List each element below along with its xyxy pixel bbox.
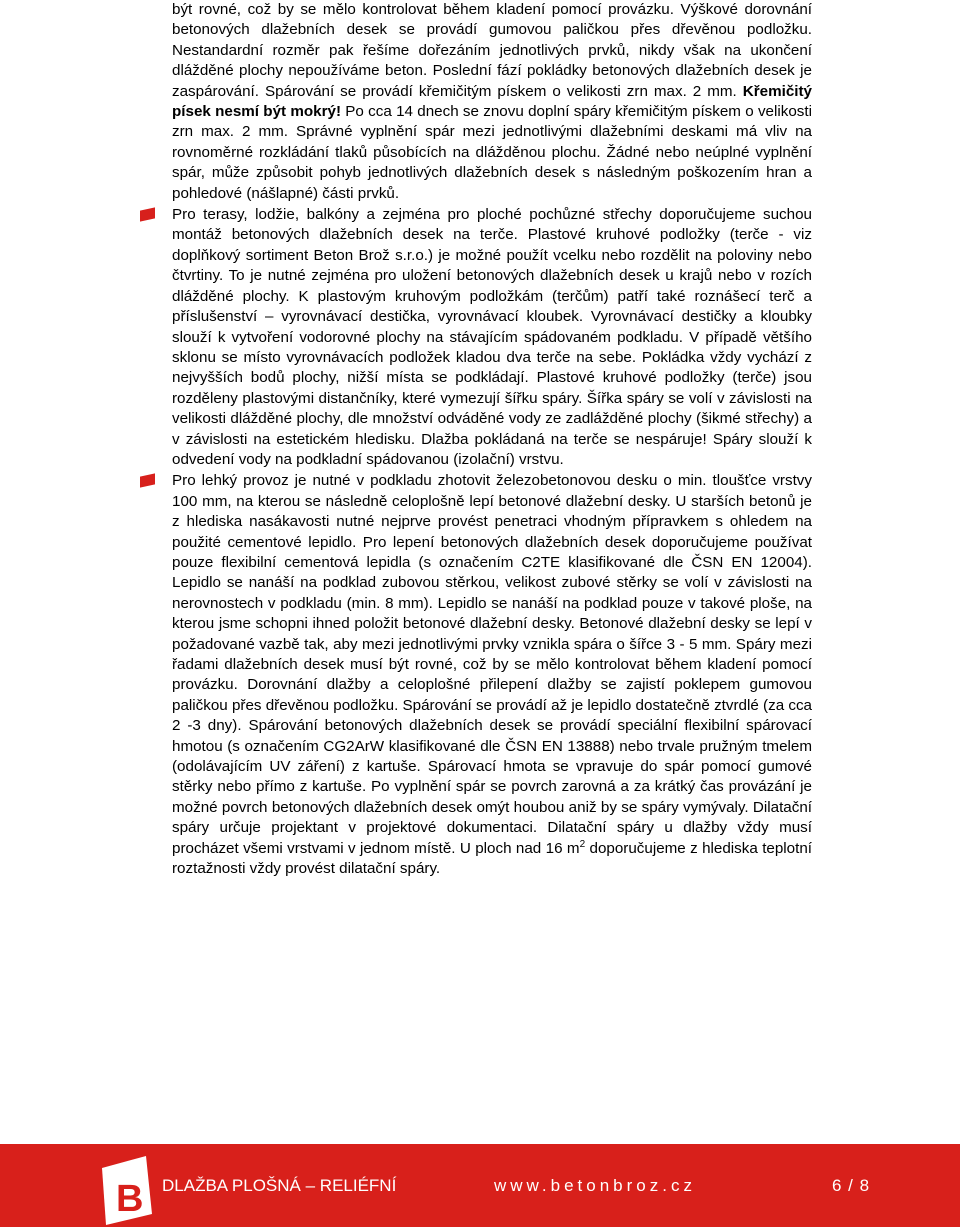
bullet-icon <box>140 474 155 488</box>
superscript: 2 <box>579 838 586 850</box>
paragraph <box>172 205 812 470</box>
paragraph-text: být rovné, což by se mělo kontrolovat během kladení pomocí provázku. Výškové dorovnání betonových dlažebních desek se provádí gumovou paličkou přes dřevěnou podložku. Nestandardní rozměr pak řešíme dořezáním jednotlivých prvků, nikdy však na ukončení dlážděné plochy nepoužíváme beton. Poslední fází pokládky betonových dlažebních desek je zaspárování. Spárování se provádí křemičitým pískem o velikosti zrn max. 2 mm. <box>172 1 812 100</box>
footer-title: DLAŽBA PLOŠNÁ – RELIÉFNÍ <box>162 1176 397 1195</box>
paragraph <box>172 471 812 879</box>
paragraph-text: Pro terasy, lodžie, balkóny a zejména pro ploché pochůzné střechy doporučujeme suchou montáž betonových dlažebních desek na terče. Plastové kruhové podložky (terče - viz doplňkový sortiment Beton Brož s.r.o.) je možné použít vcelku nebo rozdělit na poloviny nebo čtvrtiny. To je nutné zejména pro uložení betonových dlažebních desek u krajů nebo v rozích dlážděné plochy. K plastovým kruhovým podložkám (terčům) patří také roznášecí terč a příslušenství – vyrovnávací destička, vyrovnávací kloubek. Vyrovnávací destičky a kloubky slouží k vytvoření vodorovné plochy na stávajícím spádovaném podkladu. V případě většího sklonu se místo vyrovnávacích podložek kladou dva terče na sebe. Pokládka vždy vychází z nejvyšších bodů plochy, nižší místa se podkládají. Plastové kruhové podložky (terče) jsou rozděleny plastovými distančníky, které vymezují šířku spáry. Šířka spáry se volí v závislosti na velikosti dlážděné plochy, dle množství odváděné vody ze zadlážděné plochy (šikmé střechy) a v závislosti na estetickém hledisku. Dlažba pokládaná na terče se nespáruje! Spáry slouží k odvedení vody na podkladní spádovanou (izolační) vrstvu. <box>172 206 812 468</box>
emphasis-text: Křemičitý písek nesmí být mokrý! <box>172 82 812 121</box>
page-number: 6 / 8 <box>832 1176 871 1195</box>
document-body <box>172 0 812 879</box>
page-footer <box>0 1144 960 1227</box>
paragraph-text: doporučujeme z hlediska teplotní roztažnosti vždy provést dilatační spáry. <box>172 839 813 878</box>
bullet-icon <box>140 207 155 221</box>
brand-logo <box>96 1154 154 1227</box>
paragraph-text: Po cca 14 dnech se znovu doplní spáry křemičitým pískem o velikosti zrn max. 2 mm. Správné vyplnění spár mezi jednotlivými dlažebními deskami má vliv na rovnoměrné rozkládání tlaků působících na dlážděnou plochu. Žádné nebo neúplné vyplnění spár, může způsobit pohyb jednotlivých dlažebních desek s následným poškozením hran a pohledové (nášlapné) části prvků. <box>172 103 812 202</box>
brand-logo-letter: B <box>116 1178 144 1220</box>
footer-website-link[interactable]: www.betonbroz.cz <box>494 1176 696 1195</box>
paragraph <box>172 0 812 204</box>
paragraph-text: Pro lehký provoz je nutné v podkladu zhotovit železobetonovou desku o min. tloušťce vrstvy 100 mm, na kterou se následně celoplošně lepí betonové dlažební desky. U starších betonů je z hlediska nasákavosti nutné nejprve provést penetraci vhodným přípravkem s ohledem na použité cementové lepidlo. Pro lepení betonových dlažebních desek doporučujeme používat pouze flexibilní cementová lepidla (s označením C2TE klasifikované dle ČSN EN 12004). Lepidlo se nanáší na podklad zubovou stěrkou, velikost zubové stěrky se volí v závislosti na nerovnostech v podkladu (min. 8 mm). Lepidlo se nanáší na podklad pouze v takové ploše, na kterou jsme schopni ihned položit betonové dlažební desky. Betonové dlažební desky se lepí v požadované vazbě tak, aby mezi jednotlivými prvky vznikla spára o šířce 3 - 5 mm. Spáry mezi řadami dlažebních desek musí být rovné, což by se mělo kontrolovat během kladení pomocí provázku. Dorovnání dlažby a celoplošné přilepení dlažby se zajistí poklepem gumovou paličkou přes dřevěnou podložku. Spárování se provádí až je lepidlo dostatečně ztvrdlé (za cca 2 -3 dny). Spárování betonových dlažebních desek se provádí speciální flexibilní spárovací hmotou (s označením CG2ArW klasifikované dle ČSN EN 13888) nebo trvale pružným tmelem (odolávajícím UV záření) z kartuše. Spárovací hmota se vpravuje do spár pomocí gumové stěrky nebo přímo z kartuše. Po vyplnění spár se povrch zarovná a za krátký čas provázání je možné povrch betonových dlažebních desek omýt houbou aniž by se spáry vymývaly. Dilatační spáry určuje projektant v projektové dokumentaci. Dilatační spáry u dlažby vždy musí procházet všemi vrstvami v jednom místě. U ploch nad 16 m <box>172 472 812 857</box>
